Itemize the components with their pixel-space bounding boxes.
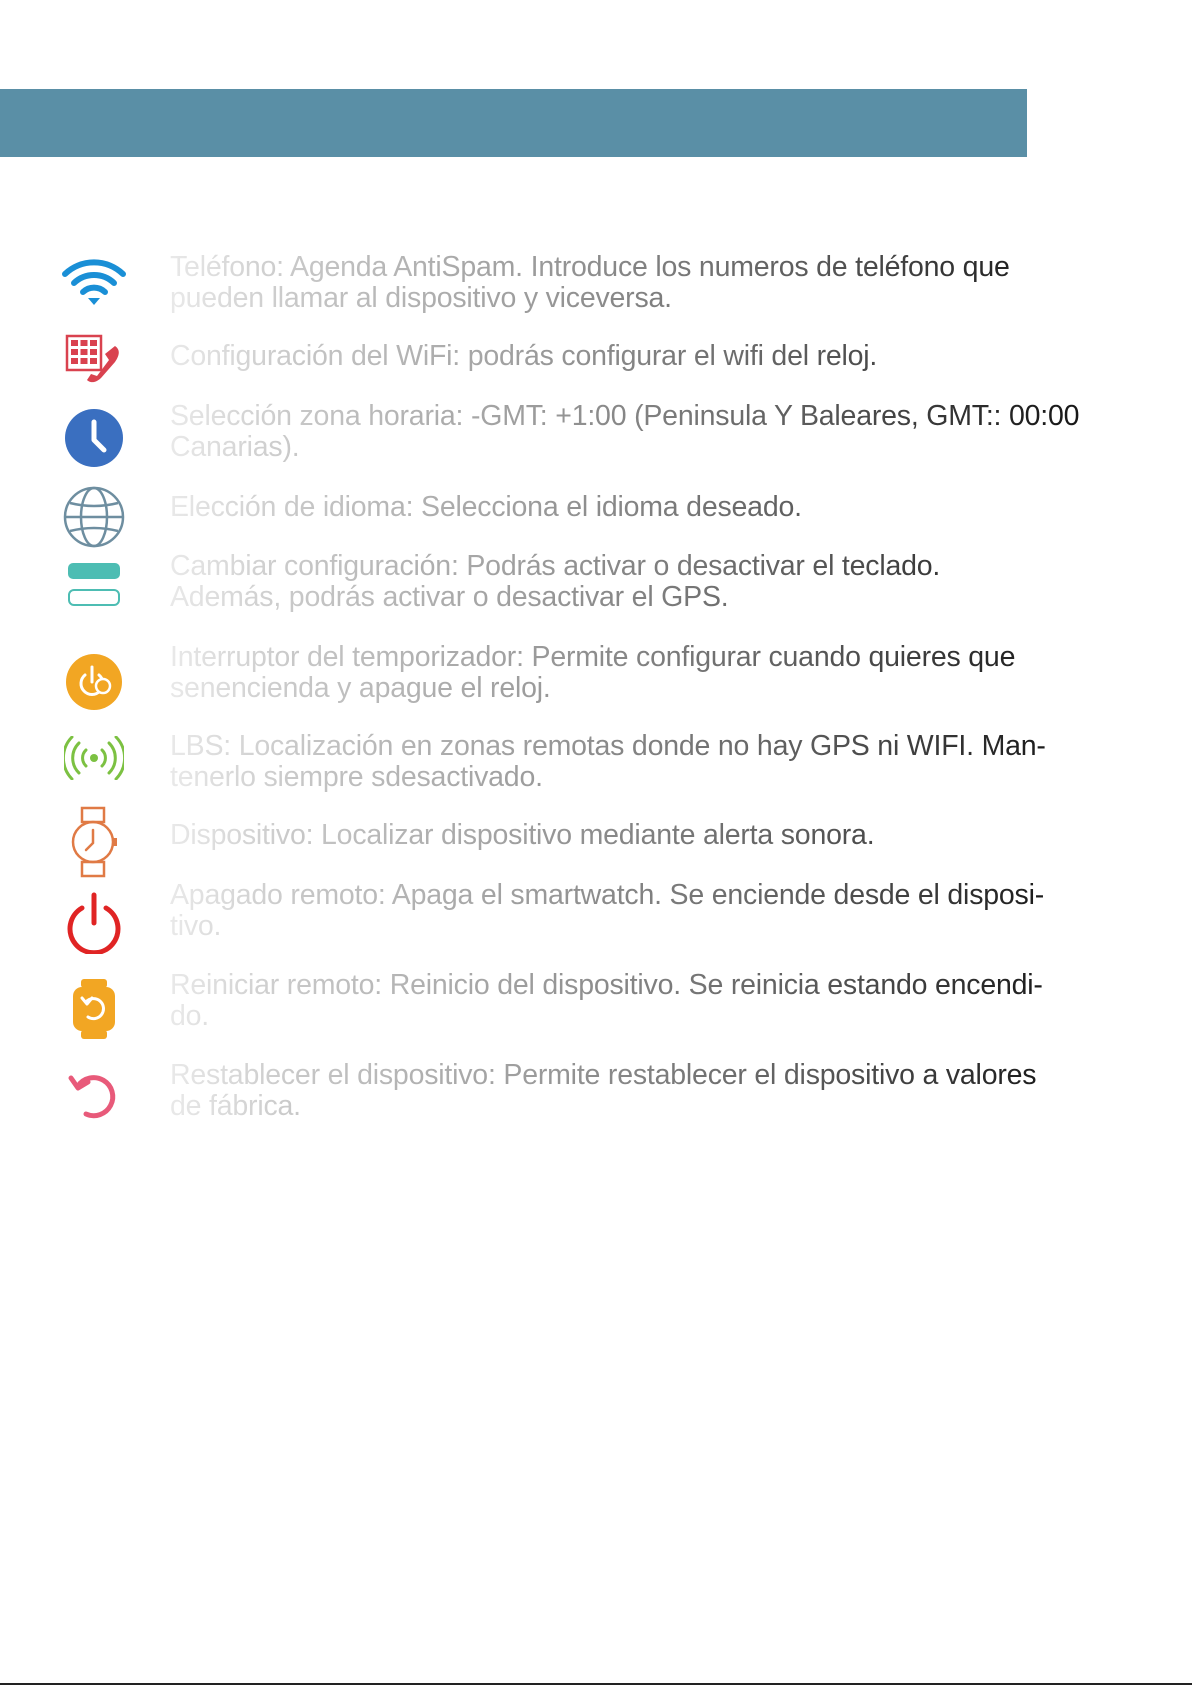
undo-icon (58, 1069, 130, 1121)
item-text: Interruptor del temporizador: Permite configurar cuando quieres que senencienda y apague el reloj. (170, 642, 1130, 704)
header-band (0, 89, 1027, 157)
power-icon (58, 891, 130, 955)
watch-restart-icon (58, 977, 130, 1041)
watch-icon (58, 806, 130, 878)
item-text: Apagado remoto: Apaga el smartwatch. Se enciende desde el disposi- tivo. (170, 880, 1130, 942)
item-text: Elección de idioma: Selecciona el idioma deseado. (170, 492, 1130, 523)
item-text: Teléfono: Agenda AntiSpam. Introduce los numeros de teléfono que pueden llamar al dispositivo y viceversa. (170, 252, 1130, 314)
item-text: Selección zona horaria: -GMT: +1:00 (Peninsula Y Baleares, GMT:: 00:00 Canarias). (170, 401, 1130, 463)
wifi-icon (58, 252, 130, 314)
item-text: Reiniciar remoto: Reinicio del dispositivo. Se reinicia estando encendi- do. (170, 970, 1130, 1032)
globe-icon (58, 485, 130, 549)
item-text: Dispositivo: Localizar dispositivo mediante alerta sonora. (170, 820, 1130, 851)
clock-icon (58, 407, 130, 469)
phone-keypad-icon (58, 334, 130, 386)
toggle-icon (58, 553, 130, 617)
item-text: Restablecer el dispositivo: Permite restablecer el dispositivo a valores de fábrica. (170, 1060, 1130, 1122)
item-text: LBS: Localización en zonas remotas donde no hay GPS ni WIFI. Man- tenerlo siempre sdesactivado. (170, 731, 1130, 793)
signal-icon (58, 728, 130, 788)
timer-power-icon (58, 652, 130, 712)
item-text: Configuración del WiFi: podrás configurar el wifi del reloj. (170, 341, 1130, 372)
item-text: Cambiar configuración: Podrás activar o desactivar el teclado. Además, podrás activar o desactivar el GPS. (170, 551, 1130, 613)
